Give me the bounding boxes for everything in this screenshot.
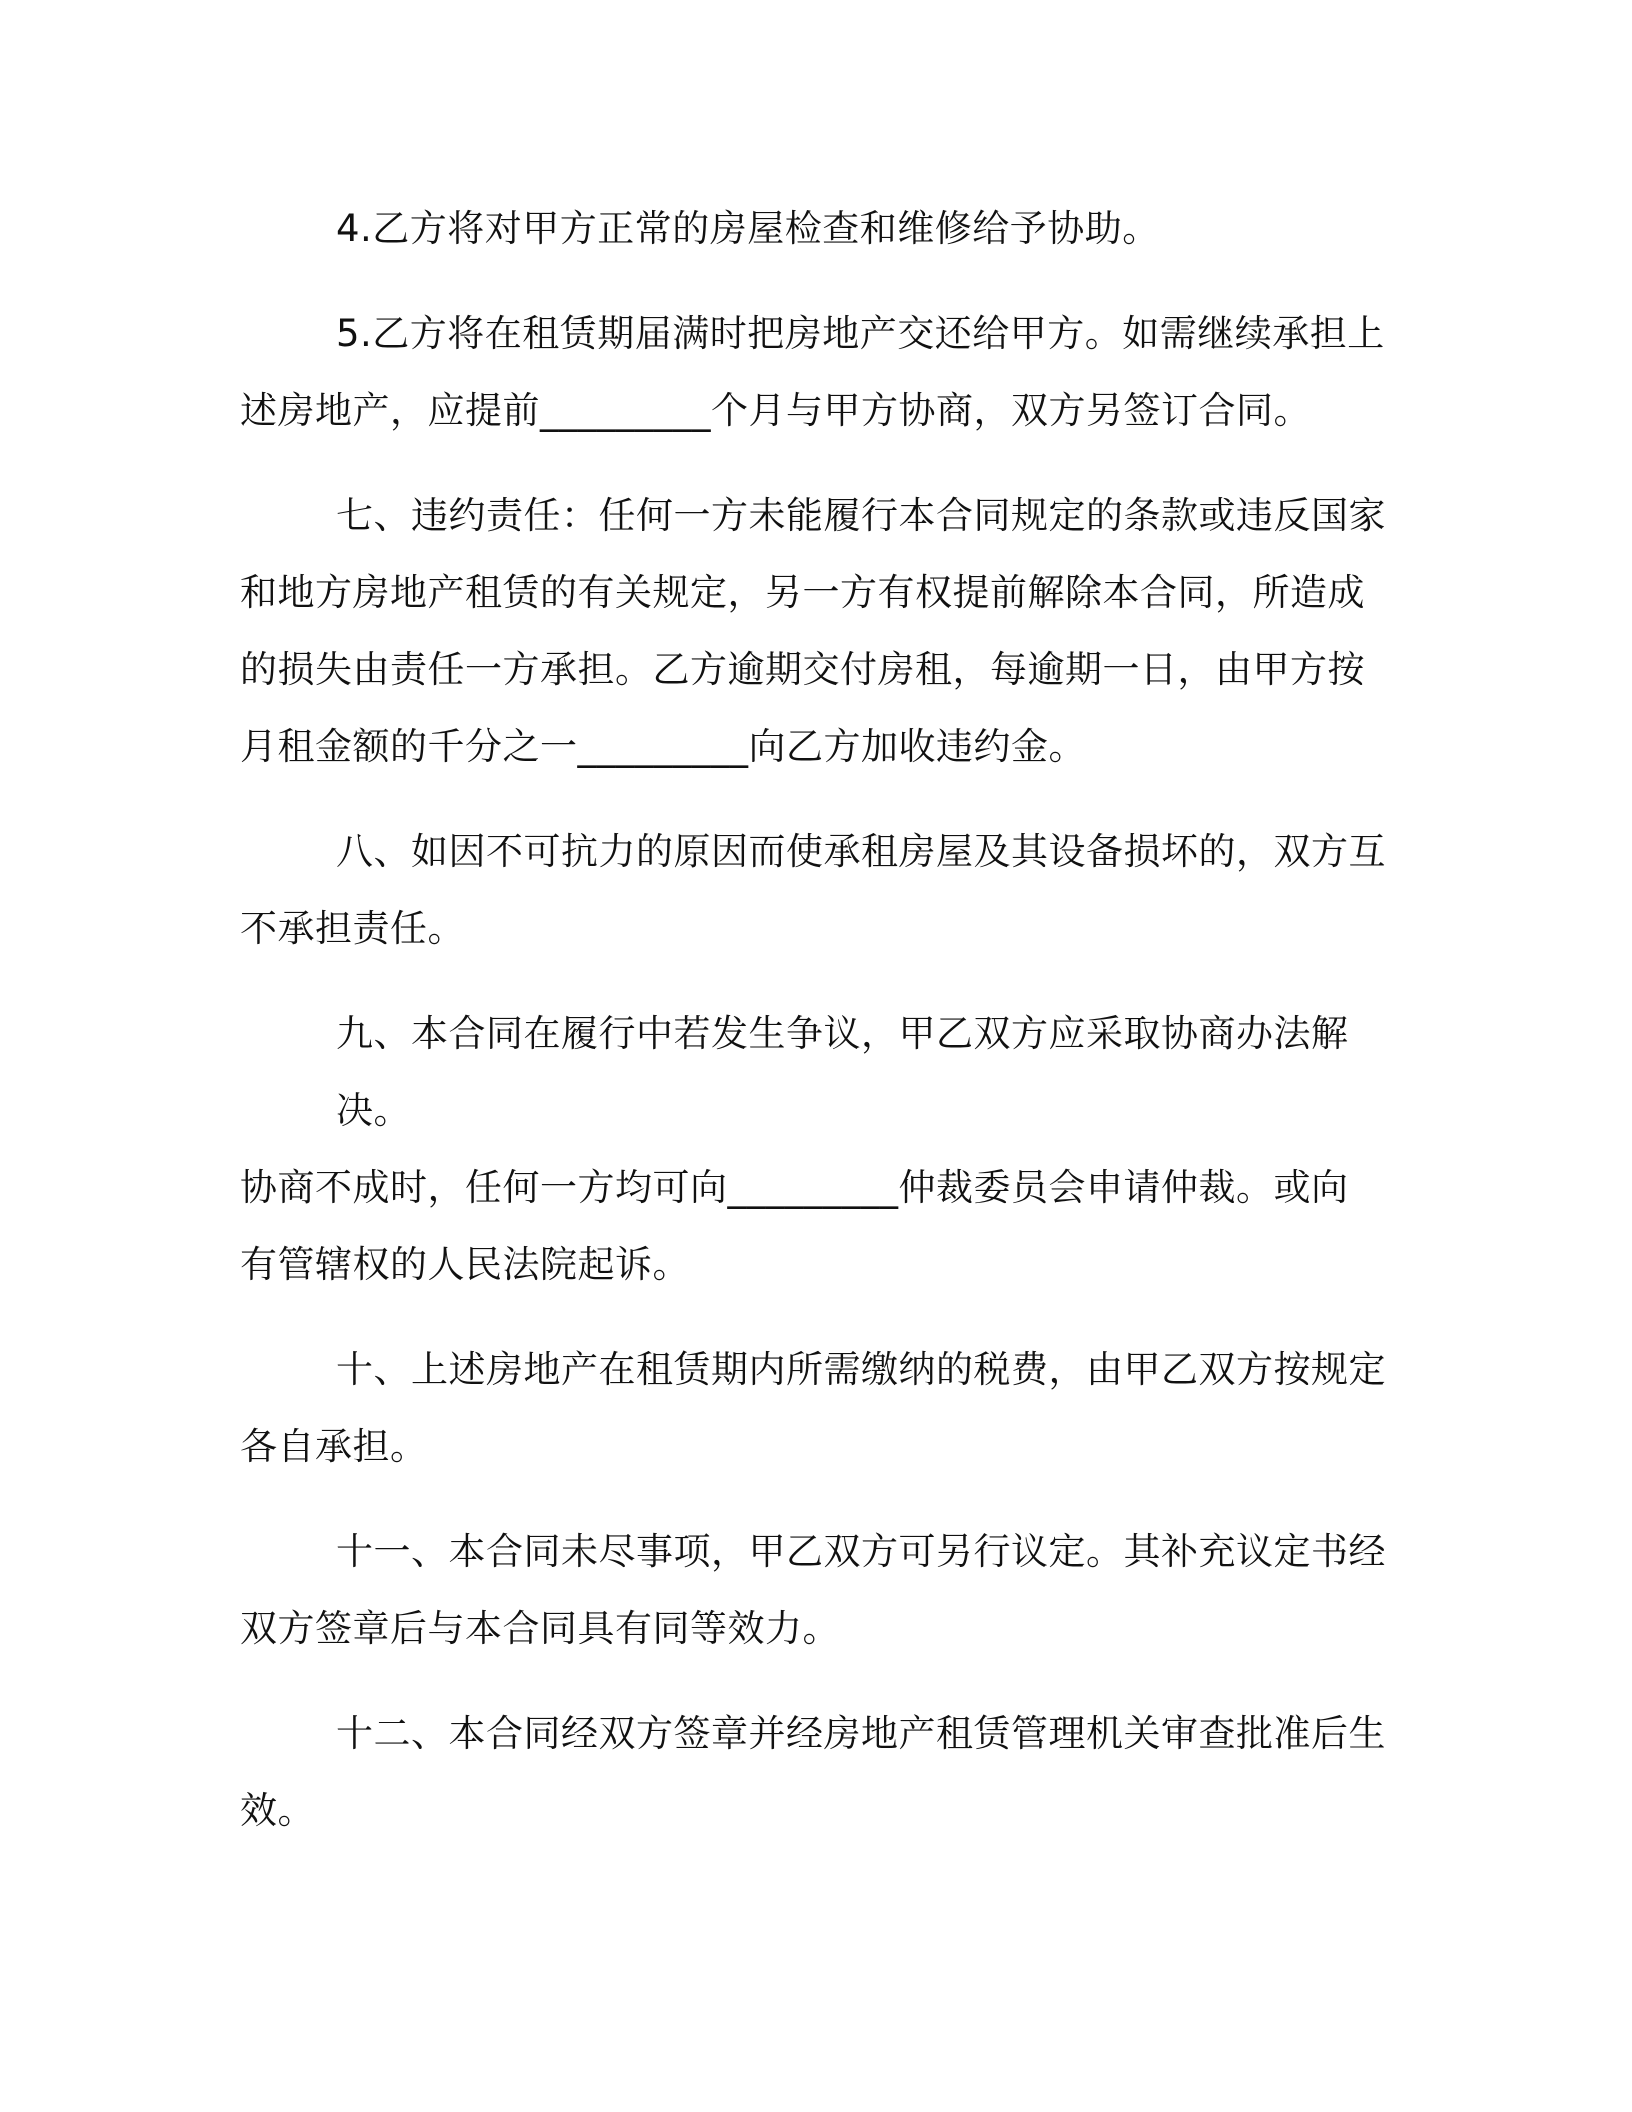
clause-supplementary — [240, 1513, 1390, 1667]
clause-4 — [240, 190, 1390, 267]
clause-8-line-2: 不承担责任。 — [240, 907, 465, 950]
clause-9-line-2: 协商不成时，任何一方均可向_________仲裁委员会申请仲裁。或向 — [240, 1166, 1349, 1209]
clause-7-line-3: 的损失由责任一方承担。乙方逾期交付房租，每逾期一日，由甲方按 — [240, 648, 1365, 691]
clause-4-line-1: 4.乙方将对甲方正常的房屋检查和维修给予协助。 — [336, 207, 1160, 250]
clause-12-line-2: 效。 — [240, 1789, 315, 1832]
clause-10-line-2: 各自承担。 — [240, 1425, 428, 1468]
clause-7-line-1: 七、违约责任：任何一方未能履行本合同规定的条款或违反国家 — [336, 494, 1386, 537]
clause-5 — [240, 295, 1390, 449]
clause-force-majeure — [240, 813, 1390, 967]
clause-9-line-1: 九、本合同在履行中若发生争议，甲乙双方应采取协商办法解决。 — [336, 1012, 1349, 1132]
clause-12-line-1: 十二、本合同经双方签章并经房地产租赁管理机关审查批准后生 — [336, 1712, 1386, 1755]
clause-9-line-3: 有管辖权的人民法院起诉。 — [240, 1243, 690, 1286]
clause-7-line-2: 和地方房地产租赁的有关规定，另一方有权提前解除本合同，所造成 — [240, 571, 1365, 614]
clause-effectiveness — [240, 1695, 1390, 1849]
clause-8-line-1: 八、如因不可抗力的原因而使承租房屋及其设备损坏的，双方互 — [336, 830, 1386, 873]
clause-taxes — [240, 1331, 1390, 1485]
document-body — [240, 190, 1390, 1877]
clause-7-line-4: 月租金额的千分之一_________向乙方加收违约金。 — [240, 725, 1086, 768]
clause-11-line-2: 双方签章后与本合同具有同等效力。 — [240, 1607, 840, 1650]
clause-5-line-1: 5.乙方将在租赁期届满时把房地产交还给甲方。如需继续承担上 — [336, 312, 1385, 355]
clause-5-line-2: 述房地产，应提前_________个月与甲方协商，双方另签订合同。 — [240, 389, 1311, 432]
clause-breach-liability — [240, 477, 1390, 785]
clause-dispute — [240, 995, 1390, 1303]
clause-11-line-1: 十一、本合同未尽事项，甲乙双方可另行议定。其补充议定书经 — [336, 1530, 1386, 1573]
clause-10-line-1: 十、上述房地产在租赁期内所需缴纳的税费，由甲乙双方按规定 — [336, 1348, 1386, 1391]
